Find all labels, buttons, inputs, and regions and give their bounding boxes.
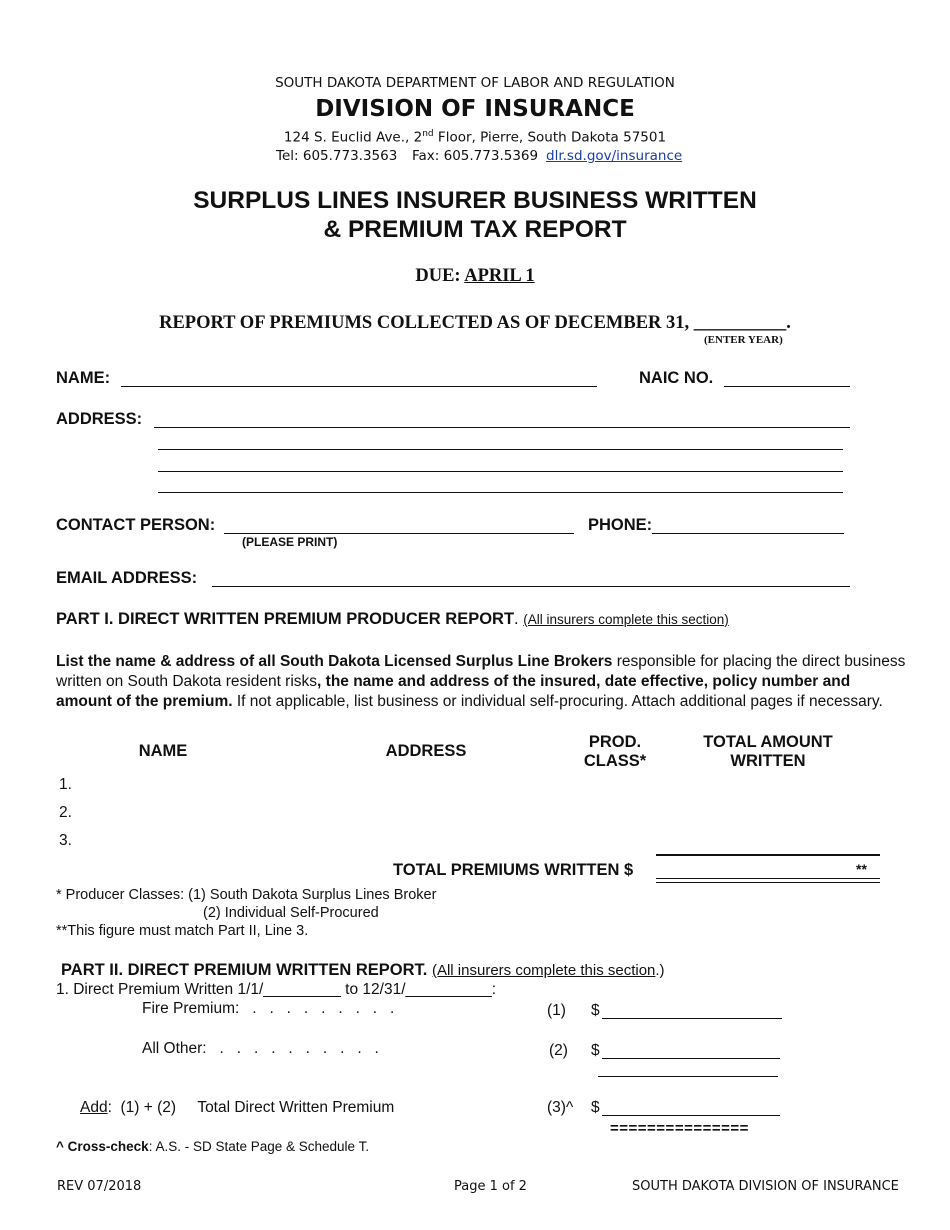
report-period: REPORT OF PREMIUMS COLLECTED AS OF DECEMBER 31, __________. [159,313,791,333]
fire-line-number: (1) [547,1002,566,1019]
contact-field[interactable] [224,533,574,534]
other-dollar: $ [591,1042,600,1059]
direct-premium-period: 1. Direct Premium Written 1/1/_________ to 12/31/__________: [56,981,497,998]
sum-rule [598,1076,778,1077]
row-2: 2. [59,804,72,821]
phone-label: PHONE: [588,516,653,534]
phone-field[interactable] [652,533,844,534]
col-name: NAME [138,742,188,760]
department-name: SOUTH DAKOTA DEPARTMENT OF LABOR AND REGULATION [275,75,675,91]
email-field[interactable] [212,586,850,587]
row-3: 3. [59,832,72,849]
total-top-rule [656,854,880,856]
name-label: NAME: [56,369,111,387]
page-number: Page 1 of 2 [454,1179,527,1194]
total-direct-premium-field[interactable] [602,1115,780,1116]
fax: Fax: 605.773.5369 [412,148,539,164]
name-field[interactable] [121,386,597,387]
division-title: DIVISION OF INSURANCE [315,96,635,122]
due-date: DUE: APRIL 1 [415,266,535,286]
address-field-1[interactable] [154,427,850,428]
total-dollar: $ [591,1099,600,1116]
must-match-note: **This figure must match Part II, Line 3. [56,923,309,939]
total-premiums-label: TOTAL PREMIUMS WRITTEN $ [393,861,634,879]
revision: REV 07/2018 [57,1179,142,1194]
fire-dollar: $ [591,1002,600,1019]
part2-heading: PART II. DIRECT PREMIUM WRITTEN REPORT. (All insurers complete this section.) [61,961,665,979]
col-address: ADDRESS [385,742,467,760]
address-field-2[interactable] [158,449,843,450]
total-marker: ** [856,861,867,877]
address-field-4[interactable] [158,492,843,493]
fire-premium-label: Fire Premium: . . . . . . . . . [142,1000,395,1017]
all-other-field[interactable] [602,1058,780,1059]
address-label: ADDRESS: [56,410,143,428]
please-print-hint: (PLEASE PRINT) [242,535,338,549]
total-line-number: (3)^ [547,1099,574,1116]
naic-label: NAIC NO. [639,369,714,387]
total-premiums-field[interactable] [656,878,880,879]
total-double-rule [656,882,880,883]
telephone: Tel: 605.773.3563 [276,148,398,164]
fire-premium-field[interactable] [602,1018,782,1019]
row-1: 1. [59,776,72,793]
contact-label: CONTACT PERSON: [56,516,216,534]
producer-classes: * Producer Classes: (1) South Dakota Surplus Lines Broker [56,887,437,903]
col-prod-class: PROD. CLASS* [583,733,647,770]
naic-field[interactable] [724,386,850,387]
add-formula: Add: (1) + (2) Total Direct Written Premium [80,1099,395,1116]
enter-year-hint: (ENTER YEAR) [704,334,783,346]
office-address: 124 S. Euclid Ave., 2nd Floor, Pierre, South Dakota 57501 [283,129,667,146]
producer-class-2: (2) Individual Self-Procured [203,905,379,921]
double-underline: =============== [610,1120,749,1137]
address-field-3[interactable] [158,471,843,472]
website-link[interactable]: dlr.sd.gov/insurance [546,148,683,164]
all-other-label: All Other: . . . . . . . . . . [142,1040,379,1057]
other-line-number: (2) [549,1042,568,1059]
cross-check-note: ^ Cross-check: A.S. - SD State Page & Schedule T. [56,1139,370,1154]
part1-instructions: List the name & address of all South Dakota Licensed Surplus Line Brokers responsible for placing the direct business written on South Dakota resident risks, the name and address of the insured, date effective, policy number and amount of the premium. If not applicable, list business or individual self-procuring. Attach additional pages if necessary. [56,653,906,710]
col-total-amount: TOTAL AMOUNT WRITTEN [703,733,833,770]
email-label: EMAIL ADDRESS: [56,569,198,587]
part1-heading: PART I. DIRECT WRITTEN PREMIUM PRODUCER REPORT. (All insurers complete this section) [56,610,729,628]
form-title: SURPLUS LINES INSURER BUSINESS WRITTEN & PREMIUM TAX REPORT [193,187,757,243]
footer-org: SOUTH DAKOTA DIVISION OF INSURANCE [632,1179,899,1194]
